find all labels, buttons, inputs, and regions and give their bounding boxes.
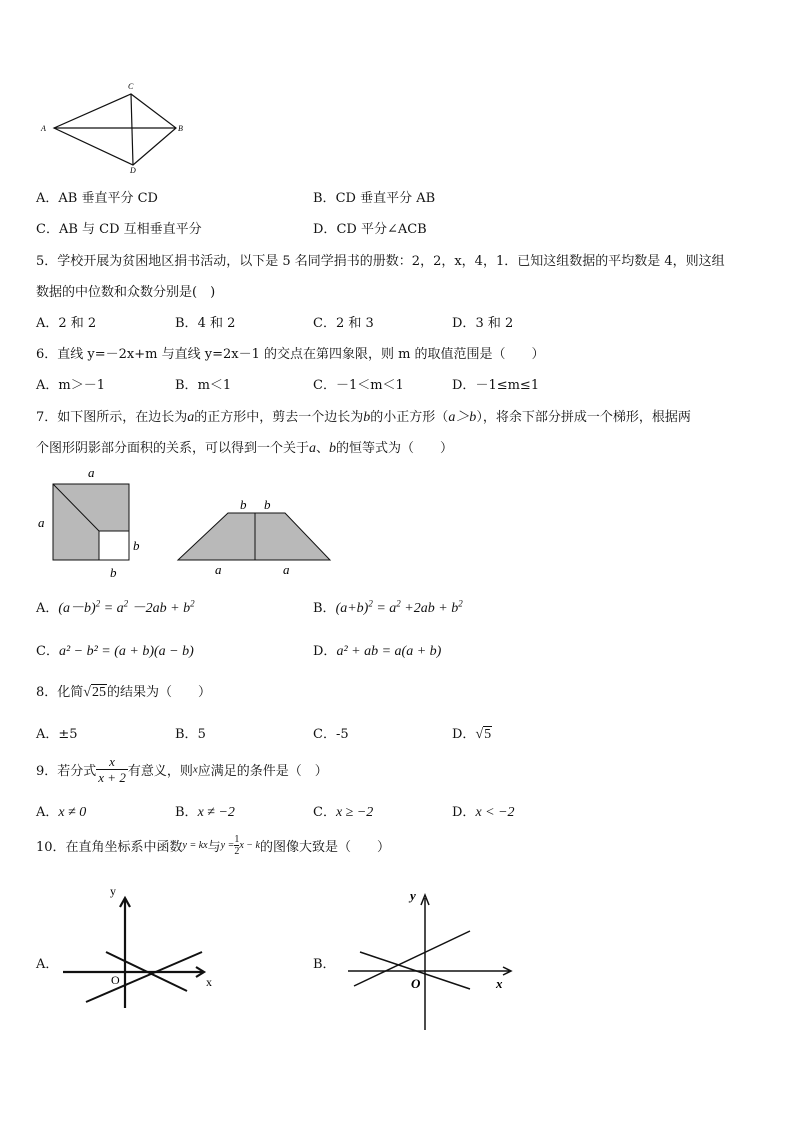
trap-label-b2: b (264, 497, 271, 512)
option-text: CD 垂直平分 AB (335, 191, 436, 206)
option-text: -5 (335, 727, 349, 742)
option-letter: B． (175, 805, 198, 820)
option-formula: a² − b² = (a + b)(a − b) (58, 644, 194, 659)
option-text: 2 和 2 (58, 316, 97, 331)
option-text: CD 平分∠ACB (336, 222, 427, 237)
sqrt-expression: √25 (83, 685, 106, 700)
q9-option-b (175, 801, 235, 821)
q5-option-a (36, 312, 96, 331)
q5-option-c (313, 312, 374, 331)
graph-a-y-label: y (110, 884, 116, 898)
q10-stem (36, 834, 390, 857)
q9-option-c (313, 801, 373, 821)
formula-exp: 2 (396, 598, 401, 609)
formula-part: +2ab + b (400, 601, 459, 616)
option-formula: x ≠ 0 (58, 805, 87, 820)
q4-option-a (36, 187, 158, 206)
sqrt-expression: √5 (475, 727, 492, 742)
option-formula (335, 598, 463, 616)
q8-option-a (36, 723, 78, 742)
q8-text: 的结果为（ ） (106, 685, 211, 700)
q7-condition: a＞b (448, 410, 477, 425)
formula-part: = a (372, 601, 397, 616)
graph-a-origin-label: O (111, 973, 120, 987)
q7-text: 、 (316, 441, 330, 456)
q7-text: 的正方形中，剪去一个边长为 (194, 410, 364, 425)
option-letter: B． (313, 601, 336, 616)
q9-text: 有意义，则 (127, 764, 193, 779)
option-letter: A． (36, 805, 59, 820)
option-formula: a² + ab = a(a + b) (336, 644, 442, 659)
formula-part: －2ab + b (128, 601, 191, 616)
q5-stem-line1: 5．学校开展为贫困地区捐书活动，以下是 5 名同学捐书的册数：2，2，x，4，1．已知这组数据的平均数是 4，则这组 (36, 254, 725, 269)
fraction-numerator: 1 (234, 834, 240, 845)
q5-option-d (452, 312, 513, 331)
option-text: AB 垂直平分 CD (58, 191, 158, 206)
q7-stem-line1 (36, 406, 691, 426)
q7-stem-line2 (36, 437, 453, 457)
q7-option-b (313, 597, 463, 617)
option-text: －1＜m＜1 (335, 378, 404, 393)
square-label-left: a (38, 515, 45, 530)
q9-stem (36, 754, 328, 785)
graph-a-x-label: x (206, 975, 212, 989)
graph-b-y-label: y (410, 888, 416, 903)
q10-function-2-lhs: y = (220, 840, 235, 851)
option-letter: B． (175, 378, 198, 393)
q10-text: 10．在直角坐标系中函数 (36, 840, 183, 855)
q8-option-c (313, 723, 349, 742)
option-letter: D． (452, 316, 476, 331)
option-formula: x ≥ −2 (335, 805, 374, 820)
q7-option-d (313, 640, 441, 660)
formula-exp: 2 (368, 598, 373, 609)
option-letter: A． (36, 191, 59, 206)
q7-text: ），将余下部分拼成一个梯形，根据两 (476, 410, 691, 425)
option-letter: B． (175, 316, 198, 331)
q9-option-d (452, 801, 515, 821)
graph-b-x-label: x (496, 976, 503, 991)
option-text: ±5 (58, 727, 78, 742)
option-formula: x ≠ −2 (197, 805, 235, 820)
option-letter: D． (313, 644, 337, 659)
q7-square-trapezoid-figure (34, 464, 344, 582)
q6-option-a (36, 374, 105, 393)
option-letter: C． (36, 644, 59, 659)
q7-var-b: b (329, 441, 337, 456)
radicand: 5 (484, 727, 492, 742)
q10-function-2-rhs: x − k (239, 840, 260, 851)
q7-var-b: b (363, 410, 371, 425)
formula-exp: 2 (458, 598, 463, 609)
q7-text: 的小正方形（ (370, 410, 449, 425)
q7-text: 的恒等式为（ ） (336, 441, 454, 456)
q6-option-d (452, 374, 539, 393)
radicand: 25 (91, 685, 106, 700)
option-text: m＜1 (197, 378, 232, 393)
option-formula: x < −2 (475, 805, 515, 820)
square-label-bottom: b (110, 565, 117, 580)
formula-part: (a－b) (58, 601, 96, 616)
q7-option-c (36, 640, 194, 660)
option-text: －1≤m≤1 (475, 378, 540, 393)
q6-stem: 6．直线 y=－2x+m 与直线 y=2x－1 的交点在第四象限，则 m 的取值范围是（ ） (36, 347, 545, 362)
graph-b-origin-label: O (411, 976, 421, 991)
option-letter: D． (452, 378, 476, 393)
q5-option-b (175, 312, 235, 331)
q5-stem-line2: 数据的中位数和众数分别是( ) (36, 285, 216, 300)
option-text: 5 (197, 727, 206, 742)
option-letter: C． (313, 805, 336, 820)
square-label-right: b (133, 538, 140, 553)
q8-text: 8．化简 (36, 685, 84, 700)
option-letter: D． (313, 222, 337, 237)
option-text: AB 与 CD 互相垂直平分 (58, 222, 202, 237)
q10-text: 的图像大致是（ ） (259, 840, 390, 855)
q6-option-c (313, 374, 404, 393)
q8-option-b (175, 723, 206, 742)
formula-exp: 2 (95, 598, 101, 609)
formula-exp: 2 (123, 598, 129, 609)
square-label-top: a (88, 465, 95, 480)
q9-fraction (96, 754, 128, 785)
option-letter: B． (175, 727, 198, 742)
q8-stem (36, 681, 211, 701)
fraction-numerator: x (96, 754, 128, 770)
formula-exp: 2 (190, 598, 195, 609)
q4-option-c (36, 218, 202, 237)
q10-option-b-letter: B． (313, 957, 336, 972)
q7-text: 个图形阴影部分面积的关系，可以得到一个关于 (36, 441, 310, 456)
option-text: 2 和 3 (335, 316, 374, 331)
q7-text: 7．如下图所示，在边长为 (36, 410, 188, 425)
kite-label-c: C (128, 82, 134, 91)
option-letter: C． (313, 727, 336, 742)
option-letter: D． (452, 727, 476, 742)
trap-label-a1: a (215, 562, 222, 577)
kite-label-a: A (41, 124, 46, 133)
formula-part: (a+b) (335, 601, 369, 616)
q9-text: 应满足的条件是（ ） (197, 764, 328, 779)
q9-text: 9．若分式 (36, 764, 97, 779)
q4-option-b (313, 187, 435, 206)
formula-part: = a (100, 601, 124, 616)
q10-option-b-graph (340, 880, 520, 1035)
option-text: 4 和 2 (197, 316, 236, 331)
option-letter: B． (313, 191, 336, 206)
option-letter: C． (313, 316, 336, 331)
option-letter: C． (36, 222, 59, 237)
q8-option-d (452, 723, 492, 743)
option-letter: A． (36, 316, 59, 331)
q7-var-a: a (187, 410, 195, 425)
fraction-denominator: x + 2 (98, 770, 126, 785)
q6-option-b (175, 374, 231, 393)
option-letter: A． (36, 378, 59, 393)
q7-var-a: a (309, 441, 317, 456)
option-letter: A． (36, 601, 59, 616)
kite-label-d: D (130, 166, 136, 174)
q4-kite-figure (36, 78, 196, 174)
q9-option-a (36, 801, 86, 821)
q10-option-a-graph (58, 880, 228, 1015)
option-letter: D． (452, 805, 476, 820)
fraction-denominator: 2 (234, 846, 240, 857)
option-text: 3 和 2 (475, 316, 514, 331)
option-text: m＞－1 (58, 378, 105, 393)
trap-label-a2: a (283, 562, 290, 577)
kite-label-b: B (178, 124, 183, 133)
q10-option-a-letter: A． (36, 957, 59, 972)
option-formula (58, 598, 195, 616)
q10-function-1: y = kx (182, 840, 208, 851)
option-letter: A． (36, 727, 59, 742)
q9-var: x (192, 763, 198, 776)
option-letter: C． (313, 378, 336, 393)
q4-option-d (313, 218, 427, 237)
trap-label-b1: b (240, 497, 247, 512)
q7-option-a (36, 597, 195, 617)
q10-text: 与 (207, 840, 221, 855)
